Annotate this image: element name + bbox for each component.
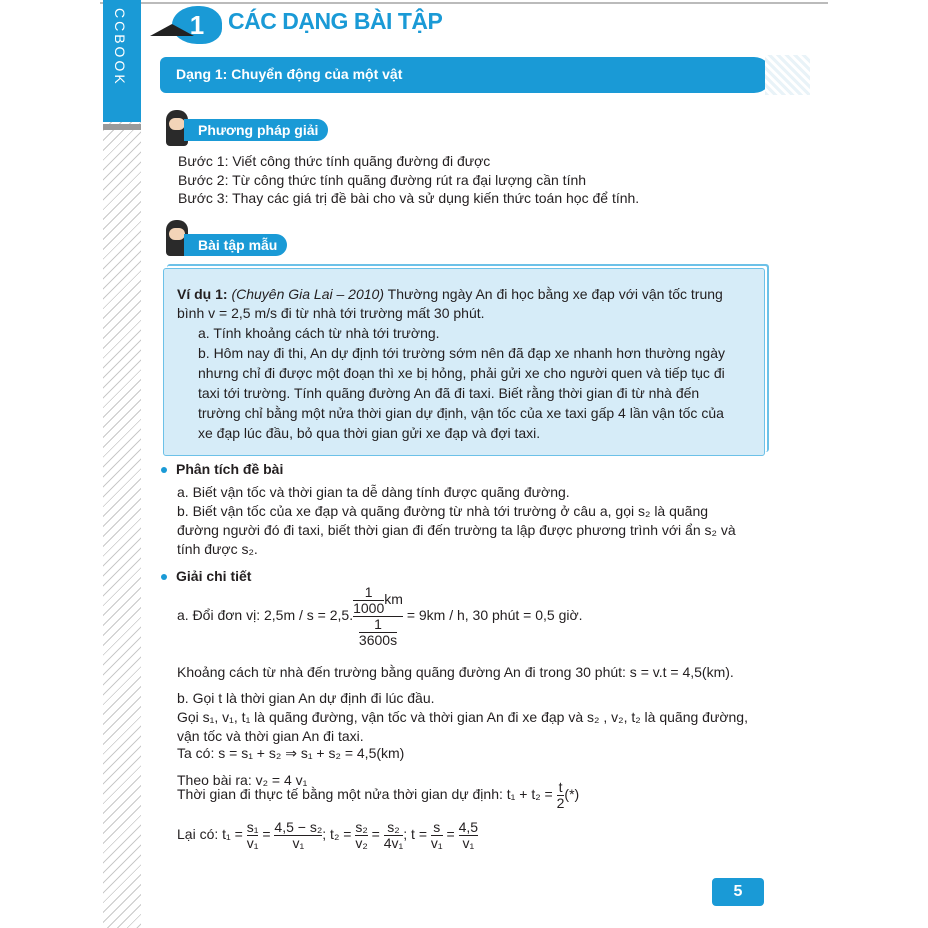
example-head: Ví dụ 1:: [177, 286, 228, 302]
denominator: v₁: [246, 835, 259, 851]
fraction: [359, 617, 397, 648]
numerator: 1: [359, 617, 397, 633]
side-stripes: [103, 62, 141, 928]
formula-text: (*): [564, 786, 580, 803]
banner-decoration: [765, 55, 810, 95]
fraction: [353, 585, 384, 616]
numerator: s: [431, 820, 443, 836]
step-2: Bước 2: Từ công thức tính quãng đường rút ra đại lượng cần tính: [178, 172, 587, 188]
solution-b1: b. Gọi t là thời gian An dự định đi lúc đầu.: [177, 690, 435, 706]
top-rule: [100, 2, 828, 4]
denominator: 2: [556, 795, 565, 811]
equals: =: [262, 826, 271, 843]
numerator: 4,5 − s₂: [274, 819, 323, 835]
numerator: 4,5: [458, 819, 479, 835]
example-line-4: b. Hôm nay đi thi, An dự định tới trường sớm nên đã đạp xe nhanh hơn thường ngày: [198, 345, 725, 361]
solution-b7: [177, 820, 478, 851]
fraction: [459, 820, 478, 851]
solution-b6: [177, 780, 579, 811]
denominator: v₂: [355, 835, 368, 851]
solution-a: [177, 585, 583, 648]
analysis-title: Phân tích đề bài: [176, 461, 284, 477]
equals: =: [446, 826, 455, 843]
example-line-1: [177, 286, 723, 302]
analysis-line-2: b. Biết vận tốc của xe đạp và quãng đường từ nhà tới trường ở câu a, gọi s₂ là quãng: [177, 503, 709, 519]
denominator: v₁: [430, 835, 443, 851]
formula-text: ; t =: [403, 826, 427, 843]
example-line-5: nhưng chỉ đi được một đoạn thì xe bị hỏng, phải gửi xe cho người quen và tiếp tục đi: [198, 365, 725, 381]
numerator: 1: [353, 585, 384, 601]
solution-title: Giải chi tiết: [176, 568, 252, 584]
example-line-7: trường chỉ bằng một nửa thời gian dự định, vận tốc của xe taxi gấp 4 lần vận tốc của: [198, 405, 724, 421]
fraction: [431, 820, 443, 851]
numerator: s₁: [246, 819, 259, 835]
section-number-badge: 1: [172, 6, 222, 44]
type-title: Dạng 1: Chuyển động của một vật: [176, 66, 403, 82]
analysis-line-3: đường người đó đi taxi, biết thời gian đi đến trường ta lập được phương trình với ẩn s₂ và: [177, 522, 736, 538]
denominator: 4v₁: [383, 835, 404, 851]
formula-text: Thời gian đi thực tế bằng một nửa thời gian dự định: t₁ + t₂ =: [177, 786, 553, 803]
side-divider: [103, 124, 141, 130]
solution-b5: Theo bài ra: v₂ = 4 v₁: [177, 772, 308, 788]
page-number: 5: [712, 878, 764, 906]
bullet-icon: [161, 574, 167, 580]
denominator: v₁: [462, 835, 475, 851]
solution-distance: Khoảng cách từ nhà đến trường bằng quãng đường An đi trong 30 phút: s = v.t = 4,5(km).: [177, 664, 734, 680]
denominator: 3600s: [358, 632, 398, 648]
section-title: CÁC DẠNG BÀI TẬP: [228, 8, 443, 34]
equals: =: [371, 826, 380, 843]
analysis-line-4: tính được s₂.: [177, 541, 258, 557]
denominator: v₁: [292, 835, 305, 851]
numerator: s₂: [355, 819, 368, 835]
example-label: Bài tập mẫu: [184, 234, 287, 256]
example-text: Thường ngày An đi học bằng xe đạp với vận tốc trung: [387, 286, 723, 302]
solution-b3: vận tốc và thời gian An đi taxi.: [177, 728, 364, 744]
example-line-6: taxi tới trường. Tính quãng đường An đã đi taxi. Biết rằng thời gian đi từ nhà đến: [198, 385, 700, 401]
numerator: t: [558, 779, 563, 795]
method-label: Phương pháp giải: [184, 119, 328, 141]
denominator: 1000: [353, 600, 385, 616]
fraction: [274, 820, 322, 851]
fraction: [355, 820, 367, 851]
step-3: Bước 3: Thay các giá trị đề bài cho và sử dụng kiến thức toán học để tính.: [178, 190, 640, 206]
fraction: [353, 585, 403, 648]
formula-text: a. Đổi đơn vị: 2,5m / s = 2,5.: [177, 607, 354, 624]
example-source: (Chuyên Gia Lai – 2010): [231, 286, 384, 302]
fraction: [247, 820, 259, 851]
solution-b2: Gọi s₁, v₁, t₁ là quãng đường, vận tốc và thời gian An đi xe đạp và s₂ , v₂, t₂ là quãng đường,: [177, 709, 748, 725]
graduation-cap-icon: [150, 24, 194, 36]
step-1: Bước 1: Viết công thức tính quãng đường đi được: [178, 153, 491, 169]
analysis-line-1: a. Biết vận tốc và thời gian ta dễ dàng tính được quãng đường.: [177, 484, 570, 500]
example-line-2: bình v = 2,5 m/s đi từ nhà tới trường mất 30 phút.: [177, 305, 485, 321]
bullet-icon: [161, 467, 167, 473]
formula-text: ; t₂ =: [322, 826, 352, 843]
brand-label: CCBOOK: [112, 8, 128, 87]
example-line-3: a. Tính khoảng cách từ nhà tới trường.: [198, 325, 440, 341]
formula-text: = 9km / h, 30 phút = 0,5 giờ.: [406, 607, 583, 624]
fraction: [384, 820, 404, 851]
solution-b4: Ta có: s = s₁ + s₂ ⇒ s₁ + s₂ = 4,5(km): [177, 745, 405, 761]
unit: km: [384, 591, 403, 608]
formula-text: Lại có: t₁ =: [177, 826, 243, 843]
numerator: s₂: [384, 820, 404, 836]
example-line-8: xe đạp lúc đầu, bỏ qua thời gian gửi xe đạp và đợi taxi.: [198, 425, 541, 441]
